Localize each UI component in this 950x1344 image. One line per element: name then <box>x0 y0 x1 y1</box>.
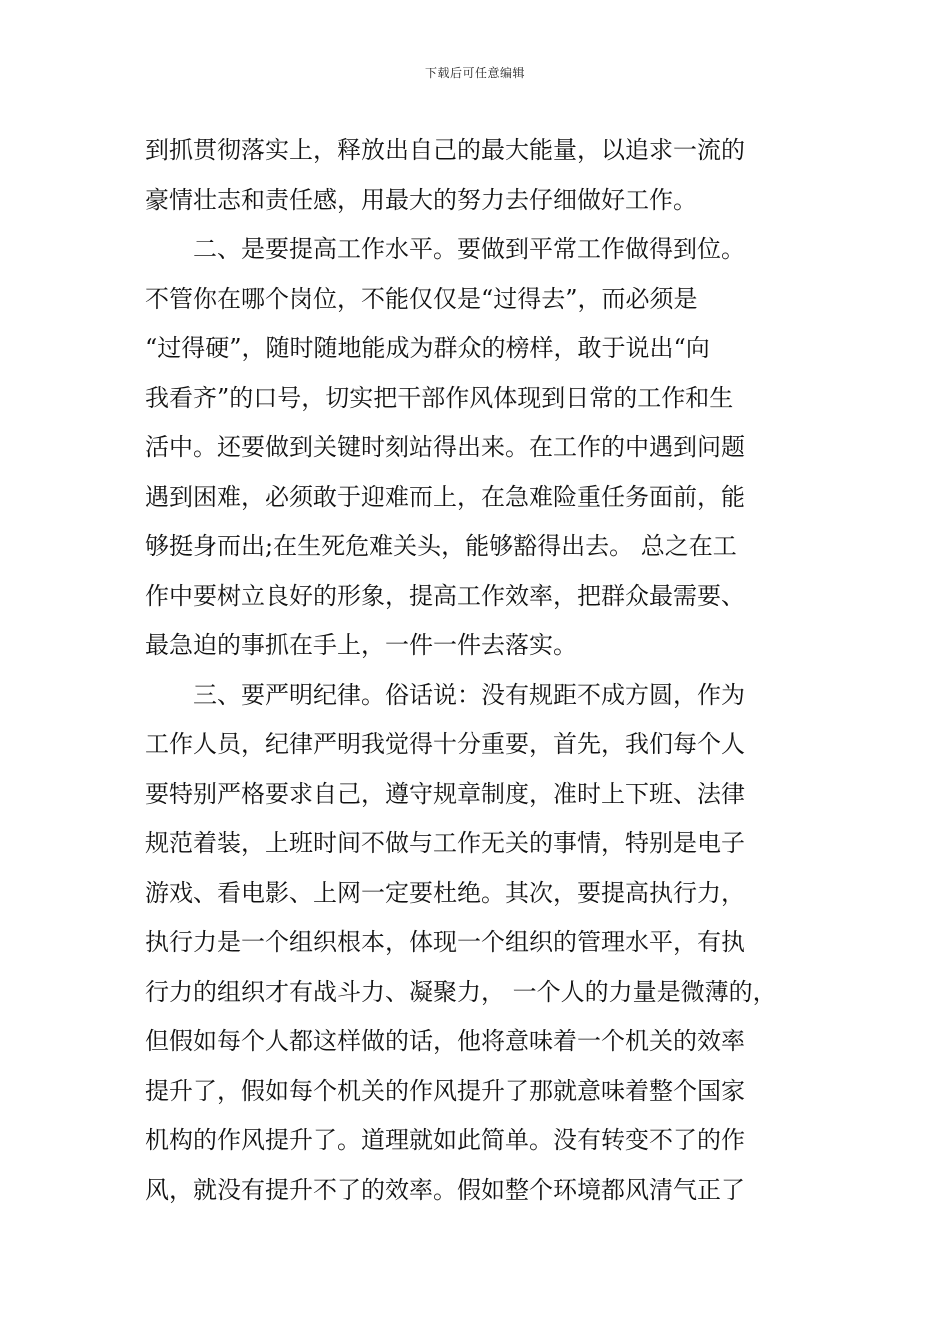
text-line: 执行力是一个组织根本，体现一个组织的管理水平，有执 <box>145 928 745 956</box>
text-line: 游戏、看电影、上网一定要杜绝。其次，要提高执行力， <box>145 878 745 907</box>
text-line: 二、是要提高工作水平。要做到平常工作做得到位。 <box>145 235 745 263</box>
text-line: 行力的组织才有战斗力、凝聚力， 一个人的力量是微薄的， <box>145 977 777 1006</box>
text-line: 但假如每个人都这样做的话，他将意味着一个机关的效率 <box>145 1027 745 1055</box>
text-line: 规范着装，上班时间不做与工作无关的事情，特别是电子 <box>145 829 745 857</box>
text-line: 豪情壮志和责任感，用最大的努力去仔细做好工作。 <box>145 185 697 214</box>
text-line: “过得硬”，随时随地能成为群众的榜样，敢于说出“向 <box>145 334 710 362</box>
body-text <box>145 126 815 1215</box>
text-line: 提升了，假如每个机关的作风提升了那就意味着整个国家 <box>145 1076 745 1105</box>
text-line: 风，就没有提升不了的效率。假如整个环境都风清气正了 <box>145 1175 745 1204</box>
text-line: 作中要树立良好的形象，提高工作效率，把群众最需要、 <box>145 581 745 610</box>
text-line: 活中。还要做到关键时刻站得出来。在工作的中遇到问题 <box>145 433 745 461</box>
text-line: 要特别严格要求自己，遵守规章制度，准时上下班、法律 <box>145 779 745 808</box>
text-line: 遇到困难，必须敢于迎难而上，在急难险重任务面前，能 <box>145 482 745 511</box>
text-line: 到抓贯彻落实上，释放出自己的最大能量，以追求一流的 <box>145 136 745 164</box>
text-line: 机构的作风提升了。道理就如此简单。没有转变不了的作 <box>145 1126 745 1154</box>
text-line: 够挺身而出;在生死危难关头，能够豁得出去。 总之在工 <box>145 532 737 560</box>
text-line: 最急迫的事抓在手上，一件一件去落实。 <box>145 631 577 659</box>
text-line: 我看齐”的口号，切实把干部作风体现到日常的工作和生 <box>145 383 734 412</box>
page-header: 下载后可任意编辑 <box>424 66 525 80</box>
text-line: 不管你在哪个岗位，不能仅仅是“过得去”，而必须是 <box>145 284 698 313</box>
text-line: 工作人员，纪律严明我觉得十分重要，首先，我们每个人 <box>145 730 745 758</box>
text-line: 三、要严明纪律。俗话说：没有规距不成方圆，作为 <box>145 680 745 709</box>
